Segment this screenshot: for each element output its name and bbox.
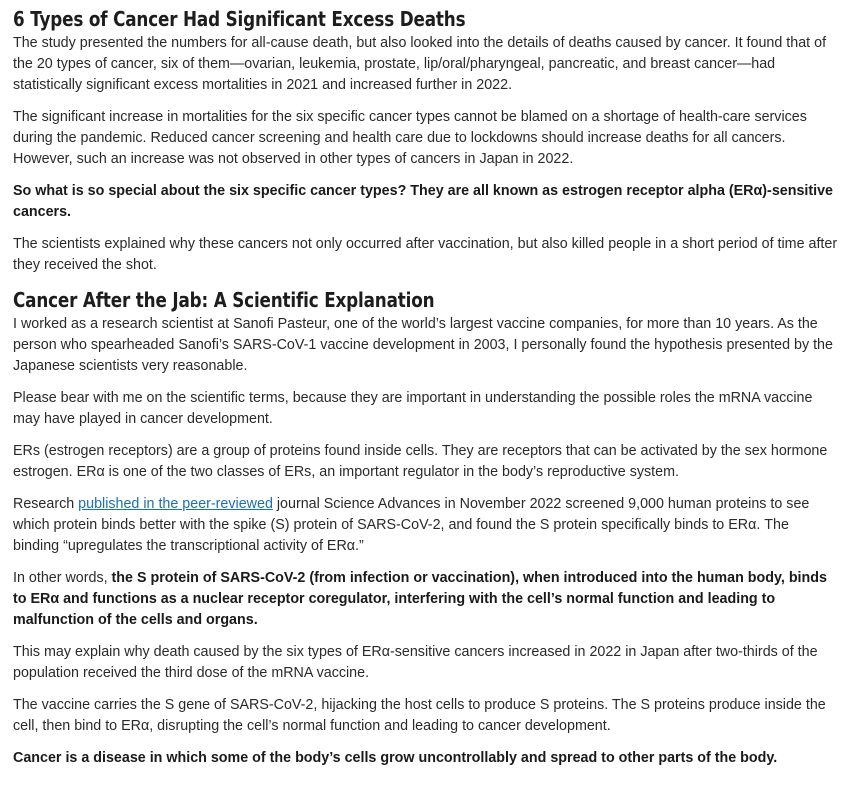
paragraph-author-background: I worked as a research scientist at Sanofi Pasteur, one of the world’s largest vaccine companies, for more than 10 years. As the person who spearheaded Sanofi’s SARS-CoV-1 vaccine development in 2003, I personally found the hypothesis presented by the Japanese scientists very reasonable. (13, 316, 833, 374)
paragraph-research-published (13, 494, 838, 557)
paragraph-in-other-words (13, 568, 838, 631)
paragraph-japan-deaths: This may explain why death caused by the six types of ERα-sensitive cancers increased in 2022 in Japan after two-thirds of the population received the third dose of the mRNA vaccine. (13, 644, 818, 681)
section-heading-excess-deaths: 6 Types of Cancer Had Significant Excess Deaths (13, 7, 466, 31)
other-words-pre: In other words, (13, 570, 112, 586)
research-text-pre: Research (13, 496, 79, 512)
paragraph-mortality-increase: The significant increase in mortalities for the six specific cancer types cannot be blamed on a shortage of health-care services during the pandemic. Reduced cancer screening and health care due to lockdowns should increase deaths for all cancers. However, such an increase was not observed in other types of cancers in Japan in 2022. (13, 109, 807, 167)
paragraph-era-sensitive: So what is so special about the six specific cancer types? They are all known as estrogen receptor alpha (ERα)-sensitive cancers. (13, 183, 834, 220)
paragraph-vaccine-s-gene: The vaccine carries the S gene of SARS-CoV-2, hijacking the host cells to produce S proteins. The S proteins produce inside the cell, then bind to ERα, disrupting the cell’s normal function and leading to cancer development. (13, 697, 826, 734)
paragraph-scientific-terms: Please bear with me on the scientific terms, because they are important in understanding the possible roles the mRNA vaccine may have played in cancer development. (13, 390, 813, 427)
research-text-post: journal Science Advances in November 2022 screened 9,000 human proteins to see which protein binds better with the spike (S) protein of SARS-CoV-2, and found the S protein specifically binds to ERα. The binding “upregulates the transcriptional activity of ERα.” (13, 496, 810, 554)
paragraph-scientists-explained: The scientists explained why these cancers not only occurred after vaccination, but also killed people in a short period of time after they received the shot. (13, 236, 838, 273)
peer-reviewed-link[interactable]: published in the peer-reviewed (78, 496, 273, 512)
other-words-bold: the S protein of SARS-CoV-2 (from infection or vaccination), when introduced into the human body, binds to ERα and functions as a nuclear receptor coregulator, interfering with the cell’s normal function and leading to malfunction of the cells and organs. (13, 570, 827, 628)
section-heading-scientific-explanation: Cancer After the Jab: A Scientific Explanation (13, 288, 435, 312)
paragraph-study-overview: The study presented the numbers for all-cause death, but also looked into the details of deaths caused by cancer. It found that of the 20 types of cancer, six of them—ovarian, leukemia, prostate, lip/oral/pharyngeal, pancreatic, and breast cancer—had statistically significant excess mortalities in 2021 and increased further in 2022. (13, 35, 827, 93)
paragraph-cancer-definition: Cancer is a disease in which some of the body’s cells grow uncontrollably and spread to other parts of the body. (13, 750, 778, 766)
paragraph-estrogen-receptors: ERs (estrogen receptors) are a group of proteins found inside cells. They are receptors that can be activated by the sex hormone estrogen. ERα is one of the two classes of ERs, an important regulator in the body’s reproductive system. (13, 443, 828, 480)
